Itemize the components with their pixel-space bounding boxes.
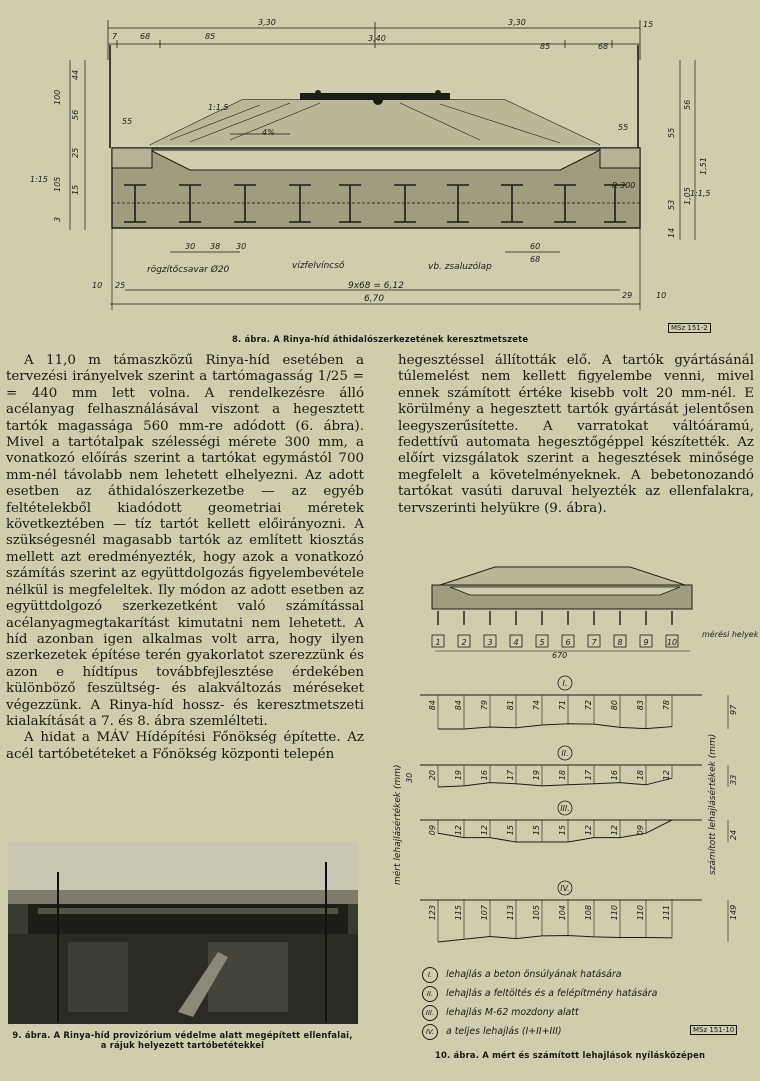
- deflection-value: 110: [610, 905, 619, 921]
- deflection-value: 104: [558, 905, 567, 921]
- dim-56-left: 56: [71, 109, 80, 120]
- dim-55-rr: 55: [667, 127, 676, 138]
- figure-10-legend: [422, 965, 722, 1041]
- deflection-value: 17: [506, 770, 515, 781]
- deflection-value: 16: [610, 770, 619, 781]
- body-text-left: [6, 353, 364, 763]
- deflection-value: 12: [584, 825, 593, 836]
- dim-29-right: 29: [622, 291, 633, 300]
- deflection-value: 15: [558, 825, 567, 836]
- legend-row: [422, 984, 722, 1003]
- dim-56-right: 56: [683, 99, 692, 110]
- deflection-value: 12: [454, 825, 463, 836]
- deflection-value: 110: [636, 905, 645, 921]
- deflection-value: 12: [480, 825, 489, 836]
- dim-44: 44: [71, 69, 80, 80]
- rog-label: rögzítőcsavar Ø20: [147, 265, 230, 275]
- legend-text: a teljes lehajlás (I+II+III): [446, 1026, 562, 1037]
- deflection-value: 17: [584, 770, 593, 781]
- dim-15-left: 15: [71, 184, 80, 195]
- deflection-value: 19: [532, 770, 541, 781]
- deflection-value: 113: [506, 905, 515, 921]
- deflection-value: 79: [480, 700, 489, 711]
- figure-9-caption-line2: a rájuk helyezett tartóbetétekkel: [100, 1040, 265, 1050]
- paragraph: A 11,0 m támaszközű Rinya-híd esetében a tervezési irányelvek szerint a tartómagasság 1/25 = = 440 mm lett volna. A rendelkezésre álló acélanyag felhasználásával viszont a hegesztett tartók magassága 560 mm-re adódott (6. ábra). Mivel a tartótalpak szélességi mérete 300 mm, a vonatkozó előírás szerint a tartókat egymástól 700 mm-nél távolabb nem lehetett elhelyezni. Az adott esetben az áthidalószerkezetbe — az egyéb feltételekből kiadódott geometriai méretek következtében — tíz tartót kellett előirányozni. A szükségesnél magasabb tartók az említett kiosztás mellett azt eredményezték, hogy azok a vonatkozó számítás szerint az együttdolgozás figyelembevétele nélkül is megfeleltek. Ily módon az adott esetben az együttdolgozó szerkezetként való számítással acélanyagmegtakarítást kimutatni nem lehetett. A híd azonban igen alkalmas volt arra, hogy ilyen szerkezetek építése terén gyakorlatot szerezzünk és azon e hídtípus továbbfejlesztése érdekében különböző feszültség- és alakváltozás méréseket végezzünk. A Rinya-híd hossz- és keresztmetszeti kialakítását a 7. és 8. ábra szemlélteti.: [6, 353, 364, 729]
- dim-38: 38: [210, 242, 221, 251]
- figure-9-caption: [0, 1030, 365, 1050]
- deflection-panel: [420, 881, 738, 942]
- dim-55-left: 55: [122, 117, 133, 126]
- dim-151: 1,51: [699, 157, 708, 175]
- slope-left: 1:15: [30, 175, 48, 184]
- r300-label: R 300: [612, 181, 636, 190]
- right-dim-68: 68: [598, 42, 609, 51]
- girder-number: 9: [643, 638, 649, 647]
- deflection-line: [438, 724, 672, 729]
- top-dim-left: 3,30: [258, 18, 276, 27]
- deflection-panel: [420, 676, 738, 729]
- panel-id: IV.: [560, 884, 570, 893]
- figure-10-caption: 10. ábra. A mért és számított lehajlások nyílásközépen: [435, 1050, 706, 1060]
- legend-key: I.: [422, 967, 438, 983]
- dim-14-right: 14: [667, 227, 676, 238]
- figure-10-ref: MSz 151-10: [690, 1025, 737, 1035]
- deflection-value: 78: [662, 700, 671, 711]
- deflection-value: 84: [454, 700, 463, 711]
- legend-text: lehajlás a beton önsúlyának hatására: [446, 969, 622, 980]
- deflection-value: 12: [610, 825, 619, 836]
- right-dim-85: 85: [540, 42, 551, 51]
- top-dim-right: 3,30: [508, 18, 526, 27]
- deflection-value: 18: [636, 770, 645, 781]
- girder-number: 8: [617, 638, 623, 647]
- dim-105-right: 1,05: [683, 187, 692, 205]
- deflection-value: 71: [558, 700, 567, 711]
- paragraph: A hidat a MÁV Hídépítési Főnökség építette. Az acél tartóbetéteket a Főnökség központi telepén: [6, 730, 364, 762]
- deflection-value: 123: [428, 905, 437, 921]
- deflection-value: 107: [480, 905, 489, 921]
- girder-number: 5: [539, 638, 545, 647]
- deflection-value: 15: [532, 825, 541, 836]
- legend-row: [422, 1003, 722, 1022]
- dim-25: 25: [71, 147, 80, 158]
- span-label: 670: [552, 651, 568, 660]
- legend-key: III.: [422, 1005, 438, 1021]
- dim-30b: 30: [236, 242, 247, 251]
- dim-30: 30: [185, 242, 196, 251]
- left-dim-68: 68: [140, 32, 151, 41]
- legend-text: lehajlás a feltöltés és a felépítmény hatására: [446, 988, 658, 999]
- bottom-dim-1: 9x68 = 6,12: [348, 281, 404, 291]
- right-axis-label: számított lehajlásértékek (mm): [708, 733, 718, 875]
- dim-68: 68: [530, 255, 541, 264]
- left-dim-7: 7: [112, 32, 118, 41]
- figure-9-photo: [8, 842, 358, 1024]
- girder-number: 4: [513, 638, 519, 647]
- paragraph: hegesztéssel állították elő. A tartók gyártásánál túlemelést nem kellett figyelembe venni, mivel ennek számított értéke kisebb volt 20 mm-nél. E körülmény a hegesztett tartók gyártását jelentősen leegyszerűsítette. A varratokat váltóáramú, fedettívű automata hegesztőgéppel készítették. Az előírt vizsgálatok szerint a hegesztések minősége megfelelt a követelményeknek. A bebetonozandó tartókat vasúti daruval helyezték az ellenfalakra, tervszerinti helyükre (9. ábra).: [398, 353, 754, 516]
- dim-10-right: 10: [656, 291, 667, 300]
- girder-number: 3: [487, 638, 493, 647]
- girder-number: 7: [591, 638, 597, 647]
- vb-label: vb. zsaluzólap: [428, 262, 492, 272]
- deflection-value: 108: [584, 905, 593, 921]
- dim-105-left: 105: [53, 176, 62, 192]
- girder-number: 6: [565, 638, 571, 647]
- deflection-line: [438, 936, 672, 942]
- deflection-value: 84: [428, 700, 437, 711]
- figure-8-drawing: [0, 0, 760, 330]
- slope-top: 1:1,5: [208, 103, 229, 112]
- dim-55-right: 55: [618, 123, 629, 132]
- legend-row: [422, 1022, 722, 1041]
- figure-8-ref: MSz 151-2: [668, 323, 711, 333]
- deflection-value: 74: [532, 700, 541, 711]
- dim-25-left: 25: [115, 281, 126, 290]
- deflection-value: 83: [636, 700, 645, 711]
- panel-right-ref: 149: [729, 904, 738, 920]
- dim-10-left: 10: [92, 281, 103, 290]
- bridge-photo-graphic: [8, 842, 358, 1024]
- legend-text: lehajlás M-62 mozdony alatt: [446, 1007, 579, 1018]
- panel-right-ref: 33: [729, 774, 738, 785]
- viz-label: vízfelvíncső: [292, 261, 345, 271]
- dim-100: 100: [53, 89, 62, 105]
- slope-mid: 4%: [262, 128, 275, 137]
- left-dim-85: 85: [205, 32, 216, 41]
- deflection-value: 19: [454, 770, 463, 781]
- deflection-panel: [405, 746, 738, 787]
- deflection-value: 111: [662, 905, 671, 921]
- panel-id: II.: [561, 749, 569, 758]
- panel-id: I.: [562, 679, 568, 688]
- deflection-value: 12: [662, 770, 671, 781]
- legend-key: IV.: [422, 1024, 438, 1040]
- panel-id: III.: [560, 804, 570, 813]
- deflection-value: 09: [428, 825, 437, 836]
- deflection-value: 105: [532, 905, 541, 921]
- ps-label: p.sz.: [390, 91, 409, 100]
- slope-right: 1:1,5: [690, 189, 711, 198]
- deflection-panel: [420, 801, 738, 842]
- top-dim-mid: 3,40: [368, 34, 386, 43]
- panel-right-ref: 24: [729, 829, 738, 840]
- dim-60: 60: [530, 242, 541, 251]
- deflection-value: 80: [610, 700, 619, 711]
- deflection-value: 09: [636, 825, 645, 836]
- dim-3: 3: [53, 216, 62, 222]
- deflection-value: 18: [558, 770, 567, 781]
- deflection-value: 81: [506, 700, 515, 711]
- bottom-dim-2: 6,70: [364, 294, 385, 304]
- right-dim-15: 15: [643, 20, 654, 29]
- panel-left-ref: 30: [405, 772, 414, 783]
- deflection-value: 72: [584, 700, 593, 711]
- meres-label: mérési helyek: [702, 630, 759, 639]
- deflection-value: 115: [454, 905, 463, 921]
- left-axis-label: mért lehajlásértékek (mm): [393, 764, 403, 885]
- deflection-value: 20: [428, 770, 437, 781]
- body-text-right: [398, 353, 754, 517]
- legend-key: II.: [422, 986, 438, 1002]
- girder-number: 10: [666, 638, 678, 647]
- figure-9-caption-line1: 9. ábra. A Rinya-híd provizórium védelme alatt megépített ellenfalai,: [12, 1030, 353, 1040]
- deflection-value: 15: [506, 825, 515, 836]
- dim-53: 53: [667, 199, 676, 210]
- girder-number: 2: [461, 638, 467, 647]
- deflection-value: 16: [480, 770, 489, 781]
- figure-8-caption: 8. ábra. A Rinya-híd áthidalószerkezetének keresztmetszete: [232, 334, 529, 344]
- girder-number: 1: [435, 638, 441, 647]
- legend-row: [422, 965, 722, 984]
- panel-right-ref: 97: [729, 704, 738, 715]
